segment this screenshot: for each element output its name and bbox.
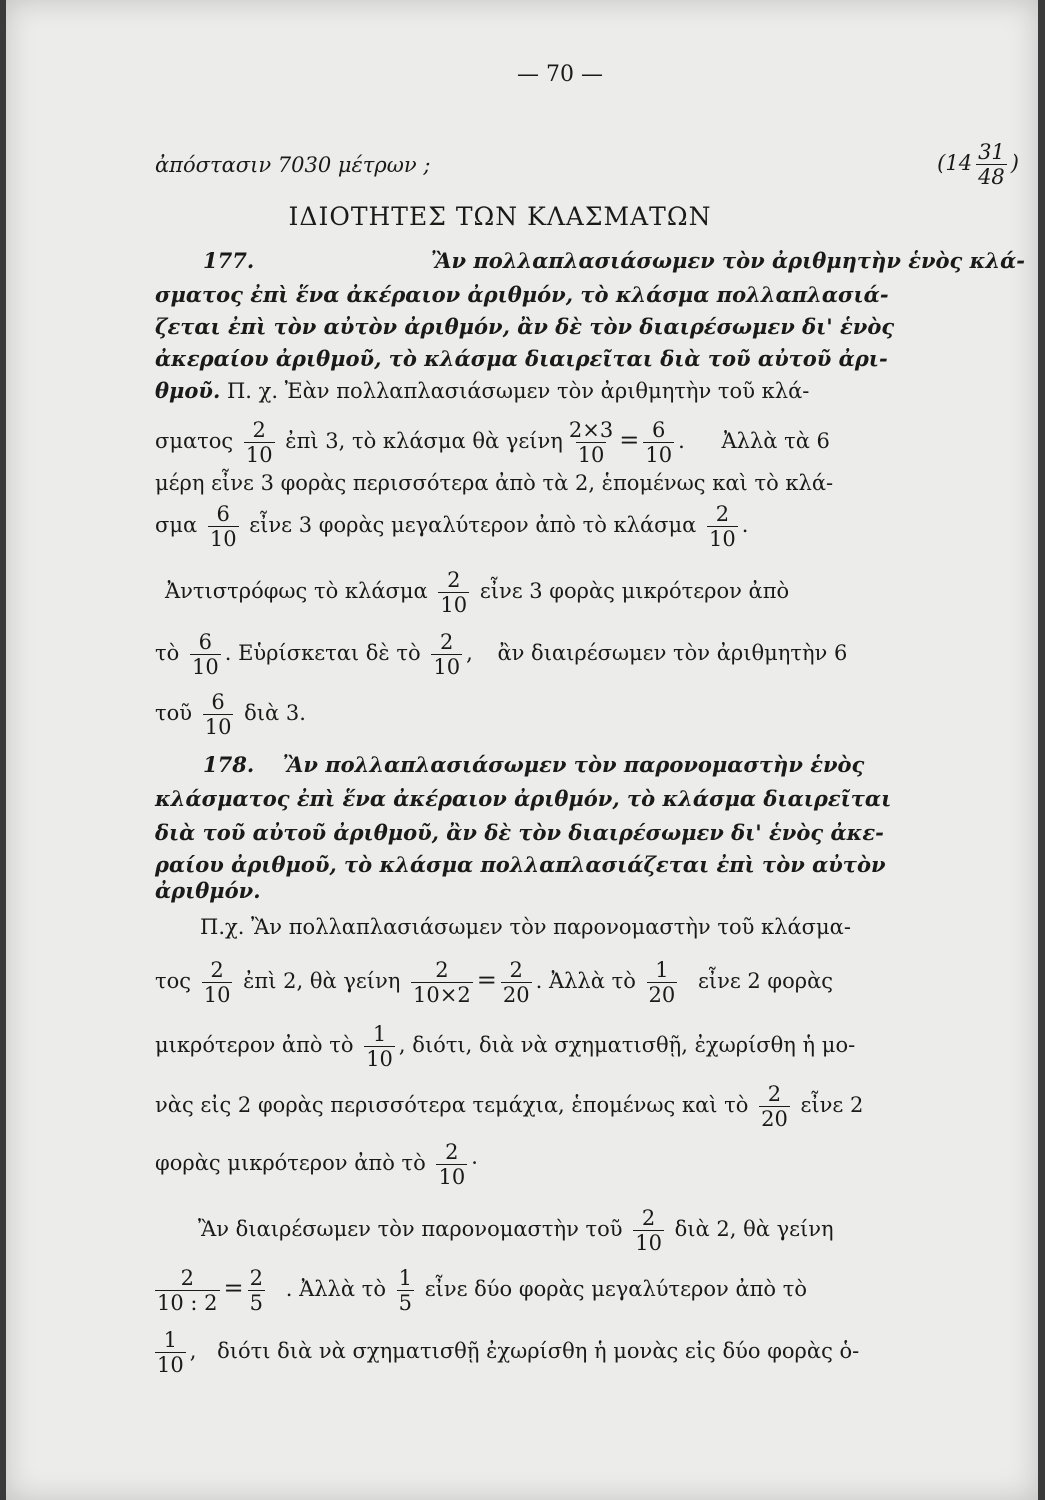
s177-line-3: ζεται ἐπὶ τὸν αὐτὸν ἀριθμόν, ἂν δὲ τὸν διαιρέσωμεν δι' ἑνὸς — [155, 314, 895, 339]
fraction-6-10: $\frac{6}{10}$ — [204, 690, 232, 739]
fraction-2-10x2: $\frac{2}{10\times 2}$ — [413, 958, 471, 1007]
fraction-6-10: $\frac{6}{10}$ — [191, 630, 219, 679]
answer-fraction: $\frac{31}{48}$ — [978, 140, 1005, 189]
fraction-2-10: $\frac{2}{10}$ — [635, 1206, 662, 1255]
fraction-2-10: $\frac{2}{10}$ — [203, 958, 231, 1007]
s178-line-8: μικρότερον ἀπὸ τὸ $\frac{1}{10}$ , διότι, διὰ νὰ σχηματισθῇ, ἐχωρίσθη ἡ μο- — [155, 1022, 856, 1071]
s178-line-1 — [155, 752, 1025, 778]
s178-line-4: ραίου ἀριθμοῦ, τὸ κλάσμα πολλαπλασιάζεται ἐπὶ τὸν αὐτὸν — [155, 852, 886, 877]
fraction-1-20: $\frac{1}{20}$ — [648, 958, 676, 1007]
s177-number: 177. — [203, 248, 255, 273]
fraction-1-5: $\frac{1}{5}$ — [398, 1266, 413, 1315]
s178-line-5: ἀριθμόν. — [155, 878, 261, 903]
problem-end-text: ἀπόστασιν 7030 μέτρων ; — [155, 152, 431, 177]
fraction-2-10: $\frac{2}{10}$ — [709, 502, 736, 551]
s178-line-10: φορὰς μικρότερον ἀπὸ τὸ $\frac{2}{10}$ · — [155, 1140, 478, 1189]
s177-line-5: θμοῦ. Π. χ. Ἐὰν πολλαπλασιάσωμεν τὸν ἀριθμητὴν τοῦ κλά- — [155, 378, 810, 403]
s178-line-11: Ἂν διαιρέσωμεν τὸν παρονομαστὴν τοῦ $\frac{2}{10}$ διὰ 2, θὰ γείνη — [198, 1206, 834, 1255]
fraction-6-10: $\frac{6}{10}$ — [645, 418, 673, 467]
fraction-2-10: $\frac{2}{10}$ — [440, 568, 468, 617]
s178-line-3: διὰ τοῦ αὐτοῦ ἀριθμοῦ, ἂν δὲ τὸν διαιρέσωμεν δι' ἑνὸς ἀκε- — [155, 820, 884, 845]
fraction-1-10: $\frac{1}{10}$ — [366, 1022, 393, 1071]
s178-line-12: $\frac{2}{10 : 2}$ = $\frac{2}{5}$ . Ἀλλὰ τὸ $\frac{1}{5}$ εἶνε δύο φορὰς μεγαλύτερον ἀπὸ τὸ — [157, 1266, 808, 1315]
s178-line-1-text: Ἂν πολλαπλασιάσωμεν τὸν παρονομαστὴν ἑνὸς — [282, 752, 865, 777]
s177-line-7: μέρη εἶνε 3 φορὰς περισσότερα ἀπὸ τὰ 2, ἑπομένως καὶ τὸ κλά- — [155, 471, 834, 495]
fraction-2-10: $\frac{2}{10}$ — [433, 630, 461, 679]
s178-number: 178. — [203, 752, 255, 777]
fraction-2-10: $\frac{2}{10}$ — [245, 418, 273, 467]
fraction-2x3-10: $\frac{2\times 3}{10}$ — [568, 418, 614, 467]
s178-line-2: κλάσματος ἐπὶ ἕνα ἀκέραιον ἀριθμόν, τὸ κλάσμα διαιρεῖται — [155, 786, 892, 811]
s178-line-9: νὰς εἰς 2 φορὰς περισσότερα τεμάχια, ἑπομένως καὶ τὸ $\frac{2}{20}$ εἶνε 2 — [155, 1082, 864, 1131]
problem-end-line — [155, 140, 1025, 189]
s178-line-13: $\frac{1}{10}$ , διότι διὰ νὰ σχηματισθῇ ἐχωρίσθη ἡ μονὰς εἰς δύο φορὰς ὁ- — [157, 1328, 860, 1377]
s177-line-2: σματος ἐπὶ ἕνα ἀκέραιον ἀριθμόν, τὸ κλάσμα πολλαπλασιά- — [155, 282, 889, 307]
s177-line-6: σματος $\frac{2}{10}$ ἐπὶ 3, τὸ κλάσμα θὰ γείνη $\frac{2\times 3}{10}$ = $\frac{6}{10}$ . Ἀλλὰ τὰ 6 — [155, 418, 830, 467]
fraction-2-20: $\frac{2}{20}$ — [502, 958, 530, 1007]
s177-line-8: σμα $\frac{6}{10}$ εἶνε 3 φορὰς μεγαλύτερον ἀπὸ τὸ κλάσμα $\frac{2}{10}$ . — [155, 502, 749, 551]
page-number: — 70 — — [517, 62, 603, 87]
fraction-1-10: $\frac{1}{10}$ — [157, 1328, 184, 1377]
s177-line-1 — [155, 248, 1025, 274]
fraction-2-10: $\frac{2}{10}$ — [438, 1140, 466, 1189]
s177-line-4: ἀκεραίου ἀριθμοῦ, τὸ κλάσμα διαιρεῖται διὰ τοῦ αὐτοῦ ἀρι- — [155, 346, 888, 371]
s178-line-7: τος $\frac{2}{10}$ ἐπὶ 2, θὰ γείνη $\frac{2}{10\times 2}$ = $\frac{2}{20}$ . Ἀλλὰ τὸ $\frac{1}{20}$ εἶνε 2 φορὰς — [155, 958, 834, 1007]
s177-line-9: Ἀντιστρόφως τὸ κλάσμα $\frac{2}{10}$ εἶνε 3 φορὰς μικρότερον ἀπὸ — [165, 568, 790, 617]
fraction-2-20: $\frac{2}{20}$ — [761, 1082, 788, 1131]
s178-line-6: Π.χ. Ἂν πολλαπλασιάσωμεν τὸν παρονομαστὴν τοῦ κλάσμα- — [200, 915, 851, 939]
fraction-2-5: $\frac{2}{5}$ — [249, 1266, 263, 1315]
fraction-2-10div2: $\frac{2}{10 : 2}$ — [157, 1266, 218, 1315]
s177-line-11: τοῦ $\frac{6}{10}$ διὰ 3. — [155, 690, 306, 739]
s177-line-1-text: Ἂν πολλαπλασιάσωμεν τὸν ἀριθμητὴν ἑνὸς κλά- — [431, 248, 1025, 273]
fraction-6-10: $\frac{6}{10}$ — [209, 502, 237, 551]
section-heading: ΙΔΙΟΤΗΤΕΣ ΤΩΝ ΚΛΑΣΜΑΤΩΝ — [288, 202, 712, 231]
s177-line-10: τὸ $\frac{6}{10}$ . Εὑρίσκεται δὲ τὸ $\frac{2}{10}$ , ἂν διαιρέσωμεν τὸν ἀριθμητὴν 6 — [155, 630, 848, 679]
problem-answer: (14 $\frac{31}{48}$ ) — [937, 140, 1019, 189]
